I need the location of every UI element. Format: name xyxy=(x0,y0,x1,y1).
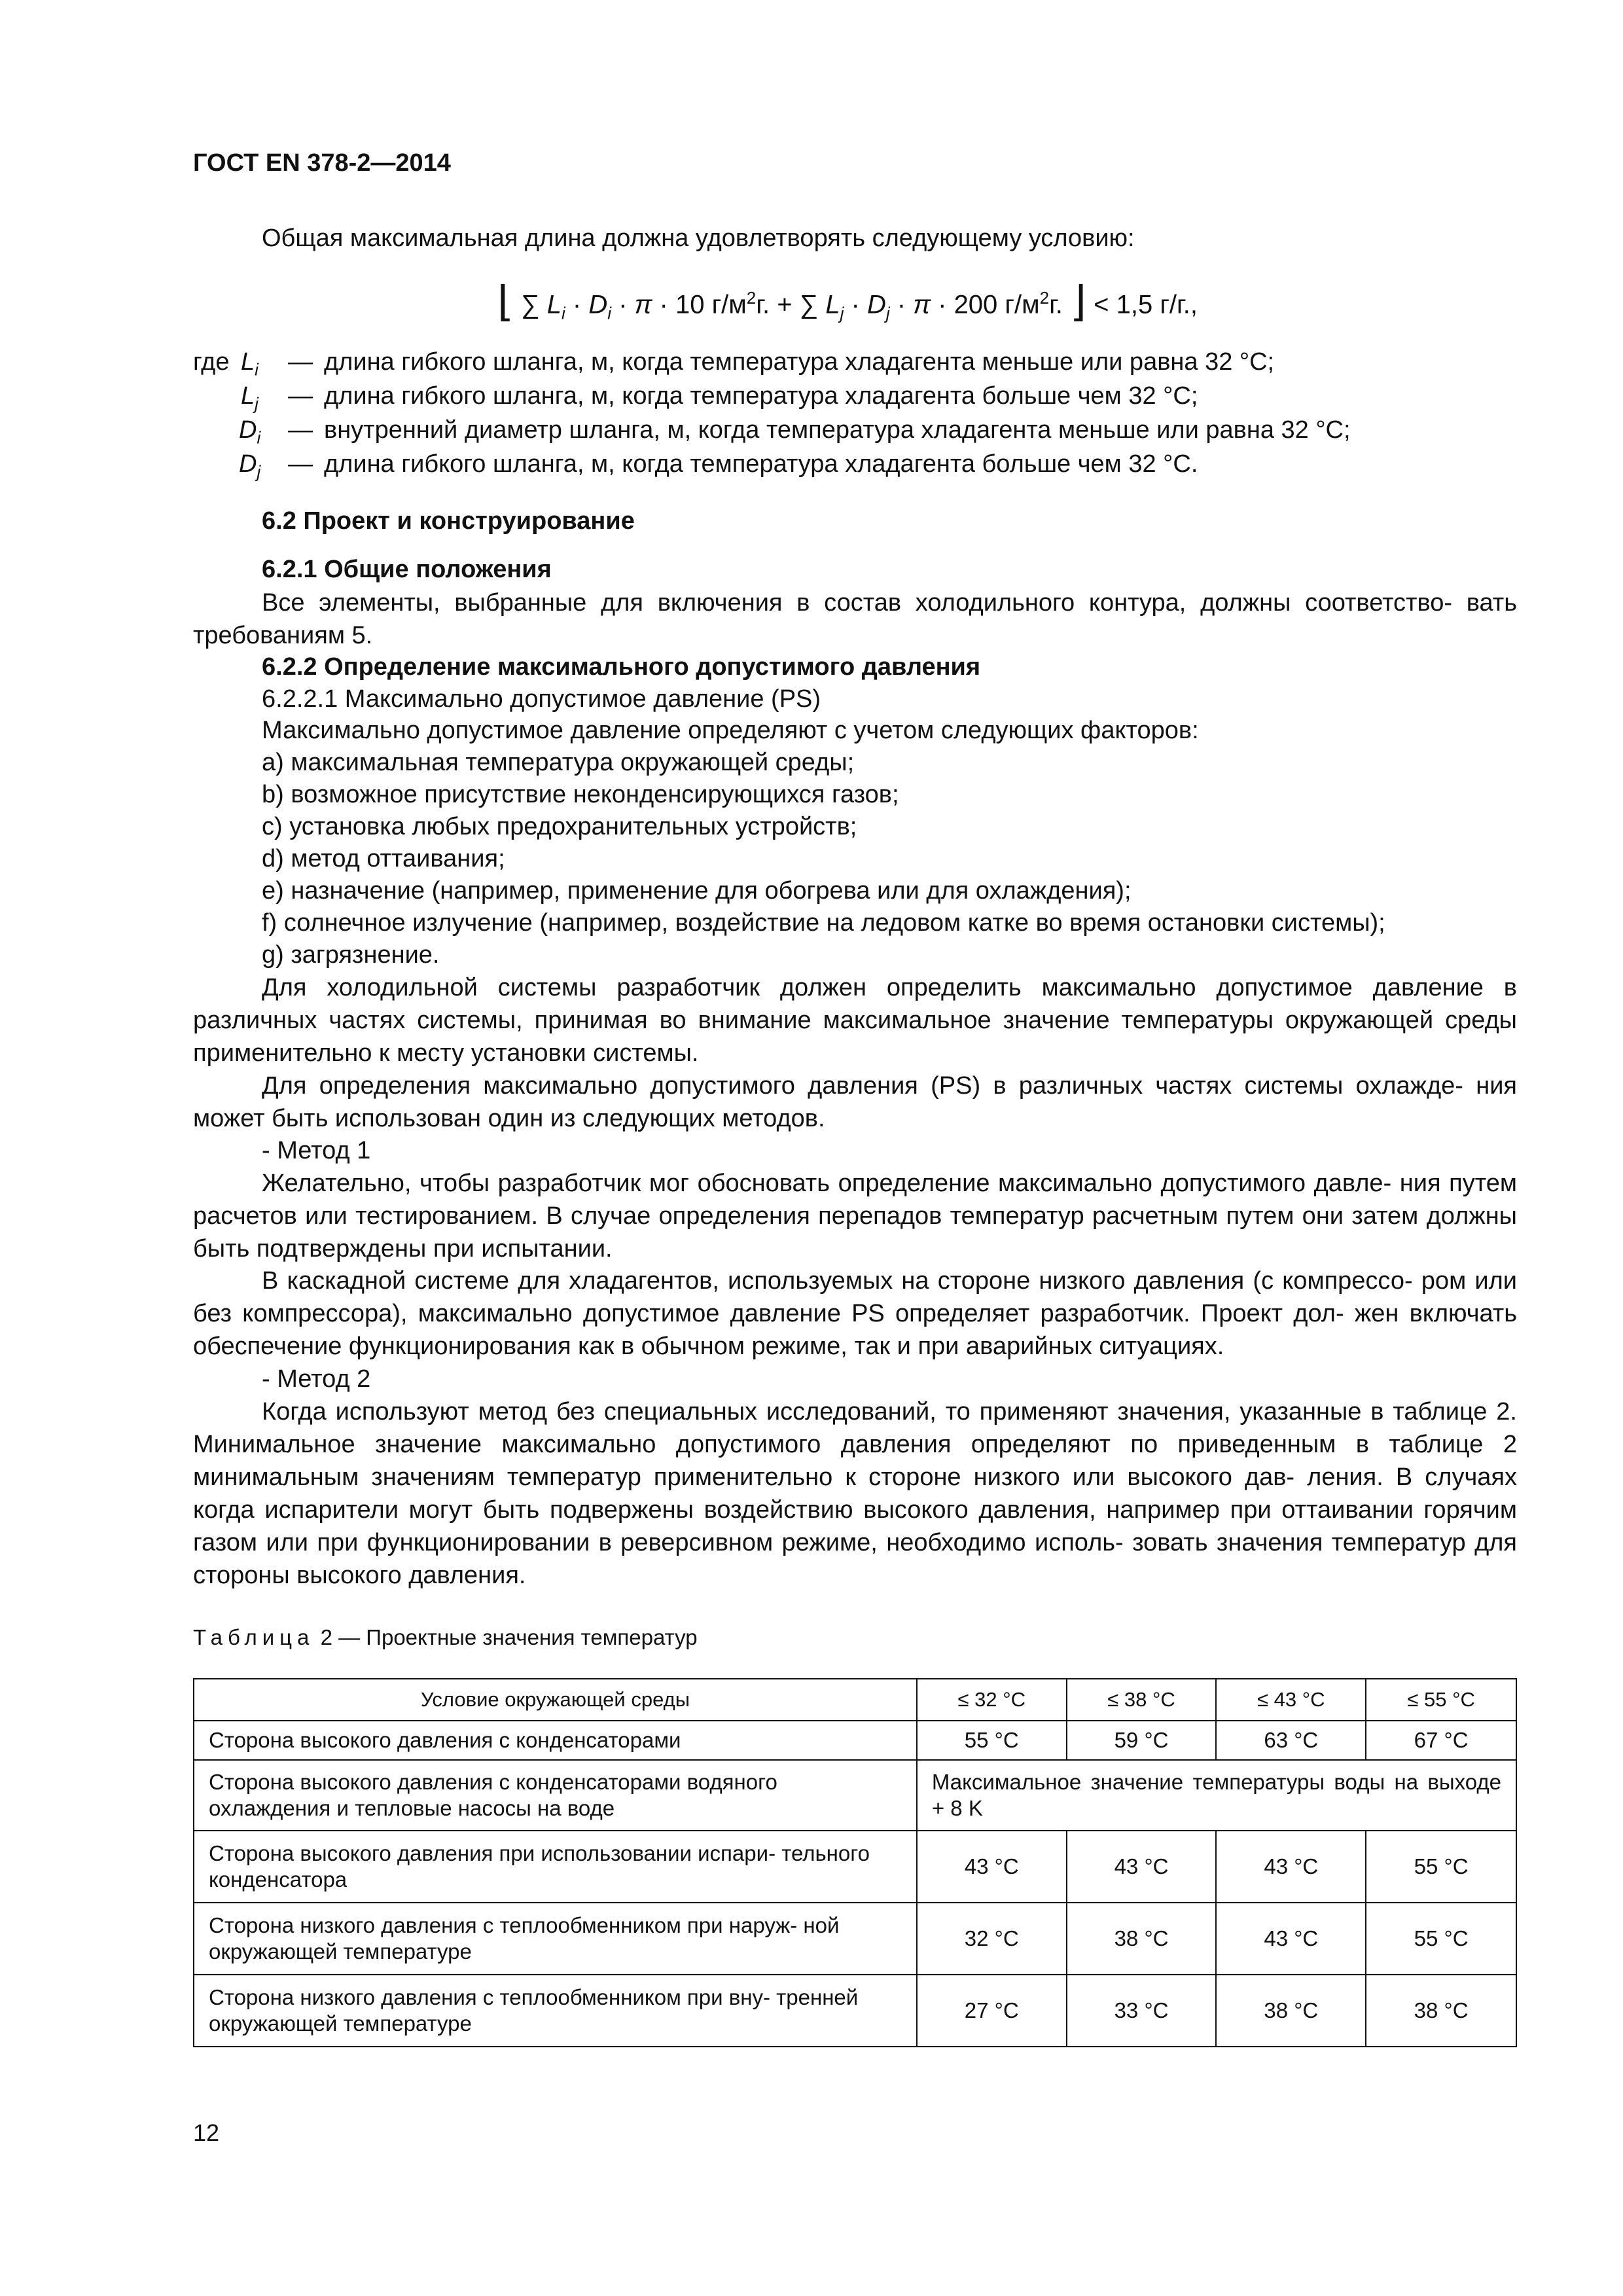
table-row-label: Сторона высокого давления с конденсаторами xyxy=(194,1721,917,1760)
sum-symbol: ∑ xyxy=(521,290,540,319)
definition-dash: — xyxy=(288,450,313,478)
list-item: b) возможное присутствие неконденсирующихся газов; xyxy=(262,781,899,808)
table-row-label: Сторона высокого давления с конденсаторами водяного охлаждения и тепловые насосы на воде xyxy=(194,1760,917,1831)
table-cell: 55 °С xyxy=(1366,1831,1516,1903)
table-row xyxy=(194,1721,1516,1760)
list-item: d) метод оттаивания; xyxy=(262,845,505,872)
formula-index: i xyxy=(561,303,565,323)
paragraph: Для холодильной системы разработчик должен определить максимально допустимое давление в различных частях системы, принимая во внимание максимальное значение температуры окружающей среды применительно к месту установки системы. xyxy=(193,974,1517,1067)
page-number: 12 xyxy=(193,2119,220,2146)
formula-result: < 1,5 г/г., xyxy=(1094,290,1198,319)
paragraph: Все элементы, выбранные для включения в состав холодильного контура, должны соответство- вать требованиям 5. xyxy=(193,589,1517,649)
table-caption xyxy=(193,1625,698,1650)
list-item: e) назначение (например, применение для обогрева или для охлаждения); xyxy=(262,877,1132,905)
list-item: g) загрязнение. xyxy=(262,941,440,969)
table-header-cell: ≤ 38 °С xyxy=(1067,1679,1217,1721)
temperature-table xyxy=(193,1678,1517,2047)
formula-bracket-left: ⌊ xyxy=(497,278,514,325)
definition-dash: — xyxy=(288,382,313,410)
section-heading: 6.2 Проект и конструирование xyxy=(262,507,635,535)
formula-unit: г. xyxy=(756,290,770,319)
table-cell: 43 °С xyxy=(1067,1831,1217,1903)
table-row xyxy=(194,1760,1516,1831)
table-cell: 63 °С xyxy=(1216,1721,1366,1760)
pi-symbol: π xyxy=(913,290,931,319)
table-row-label: Сторона низкого давления с теплообменником при наруж- ной окружающей температуре xyxy=(194,1903,917,1975)
table-row xyxy=(194,1831,1516,1903)
pi-symbol: π xyxy=(634,290,652,319)
method-heading: - Метод 1 xyxy=(262,1137,371,1164)
subsection-heading: 6.2.2 Определение максимального допустимого давления xyxy=(262,653,981,681)
table-header-row xyxy=(194,1679,1516,1721)
definition-symbol: $D_i$ xyxy=(239,416,261,448)
definitions-list xyxy=(0,346,1623,490)
formula-bracket-right: ⌋ xyxy=(1070,278,1087,325)
table-header-cell: ≤ 43 °С xyxy=(1216,1679,1366,1721)
table-cell: 38 °С xyxy=(1216,1975,1366,2047)
formula: ⌊ ∑ $L_i \cdot D_i \cdot \pi \cdot 10$ $г/м^2г$. + ∑ $L_j \cdot D_j \cdot \pi \cdot 200$ $г/м^2г$. ⌋ < 1,5 г/г., xyxy=(497,278,1198,325)
definition-text: длина гибкого шланга, м, когда температура хладагента меньше или равна 32 °С; xyxy=(324,348,1275,376)
document-header: ГОСТ EN 378-2—2014 xyxy=(193,149,451,177)
list-item: c) установка любых предохранительных устройств; xyxy=(262,813,857,840)
formula-index: i xyxy=(607,303,612,323)
definition-item xyxy=(0,414,1623,446)
paragraph: Для определения максимально допустимого давления (PS) в различных частях системы охлажде- ния может быть использован один из следующих методов. xyxy=(193,1072,1517,1132)
formula-term-10: 10 г/м xyxy=(675,290,747,319)
formula-index: j xyxy=(885,303,890,323)
formula-symbol: D xyxy=(588,290,608,319)
definition-text: длина гибкого шланга, м, когда температура хладагента больше чем 32 °С; xyxy=(324,382,1198,410)
table-cell: 27 °С xyxy=(917,1975,1067,2047)
table-merged-cell: Максимальное значение температуры воды на выходе + 8 K xyxy=(917,1760,1516,1831)
definition-dash: — xyxy=(288,348,313,376)
paragraph: Желательно, чтобы разработчик мог обосновать определение максимально допустимого давле- ния путем расчетов или тестированием. В случае определения перепадов температур расчетным путем они затем должны быть подтверждены при испытании. xyxy=(193,1170,1517,1263)
formula-index: j xyxy=(840,303,844,323)
intro-text: Общая максимальная длина должна удовлетворять следующему условию: xyxy=(262,224,1135,252)
sum-symbol: ∑ xyxy=(799,290,819,319)
formula-exponent: 2 xyxy=(1039,288,1050,308)
table-row xyxy=(194,1903,1516,1975)
formula-symbol: L xyxy=(825,290,840,319)
formula-symbol: L xyxy=(546,290,562,319)
paragraph: Максимально допустимое давление определяют с учетом следующих факторов: xyxy=(262,717,1199,744)
paragraph: Когда используют метод без специальных исследований, то применяют значения, указанные в таблице 2. Минимальное значение максимально допустимого давления определяют по приведенным в таблице 2 минимальным значениям температур применительно к стороне низкого или высокого дав- ления. В случаях когда испарители могут быть подвержены воздействию высокого давления, например при оттаивании горячим газом или при функционировании в реверсивном режиме, необходимо исполь- зовать значения температур для стороны высокого давления. xyxy=(193,1398,1517,1589)
definition-text: внутренний диаметр шланга, м, когда температура хладагента меньше или равна 32 °С; xyxy=(324,416,1351,444)
definition-dash: — xyxy=(288,416,313,444)
clause-heading: 6.2.2.1 Максимально допустимое давление (PS) xyxy=(262,685,821,713)
definition-item xyxy=(0,380,1623,412)
definition-symbol: $D_j$ xyxy=(239,450,261,482)
table-row-label: Сторона низкого давления с теплообменником при вну- тренней окружающей температуре xyxy=(194,1975,917,2047)
table-cell: 67 °С xyxy=(1366,1721,1516,1760)
definition-symbol: $L_j$ xyxy=(241,382,259,414)
table-cell: 55 °С xyxy=(1366,1903,1516,1975)
table-cell: 38 °С xyxy=(1366,1975,1516,2047)
table-cell: 32 °С xyxy=(917,1903,1067,1975)
table-cell: 43 °С xyxy=(917,1831,1067,1903)
table-row xyxy=(194,1975,1516,2047)
table-header-cell: Условие окружающей среды xyxy=(194,1679,917,1721)
formula-exponent: 2 xyxy=(746,288,757,308)
table-row-label: Сторона высокого давления при использовании испари- тельного конденсатора xyxy=(194,1831,917,1903)
formula-unit: г. xyxy=(1049,290,1063,319)
table-header-cell: ≤ 55 °С xyxy=(1366,1679,1516,1721)
definition-item xyxy=(0,448,1623,480)
subsection-heading: 6.2.1 Общие положения xyxy=(262,556,552,583)
table-cell: 43 °С xyxy=(1216,1903,1366,1975)
list-item: f) солнечное излучение (например, воздействие на ледовом катке во время остановки системы); xyxy=(262,909,1385,937)
paragraph: В каскадной системе для хладагентов, используемых на стороне низкого давления (с компрессо- ром или без компрессора), максимально допустимое давление PS определяет разработчик. Проект дол- жен включать обеспечение функционирования как в обычном режиме, так и при аварийных ситуациях. xyxy=(193,1267,1517,1360)
table-caption-title: 2 — Проектные значения температур xyxy=(320,1625,698,1649)
table-cell: 55 °С xyxy=(917,1721,1067,1760)
definition-item xyxy=(0,346,1623,378)
table-cell: 38 °С xyxy=(1067,1903,1217,1975)
method-heading: - Метод 2 xyxy=(262,1365,371,1393)
table-cell: 43 °С xyxy=(1216,1831,1366,1903)
formula-term-200: 200 г/м xyxy=(954,290,1040,319)
table-header-cell: ≤ 32 °С xyxy=(917,1679,1067,1721)
table-cell: 33 °С xyxy=(1067,1975,1217,2047)
definition-symbol: $L_i$ xyxy=(241,348,259,380)
where-label: где xyxy=(193,348,230,376)
formula-symbol: D xyxy=(866,290,886,319)
table-cell: 59 °С xyxy=(1067,1721,1217,1760)
table-caption-label: Таблица xyxy=(193,1625,315,1649)
list-item: a) максимальная температура окружающей среды; xyxy=(262,749,855,776)
definition-text: длина гибкого шланга, м, когда температура хладагента больше чем 32 °С. xyxy=(324,450,1198,478)
